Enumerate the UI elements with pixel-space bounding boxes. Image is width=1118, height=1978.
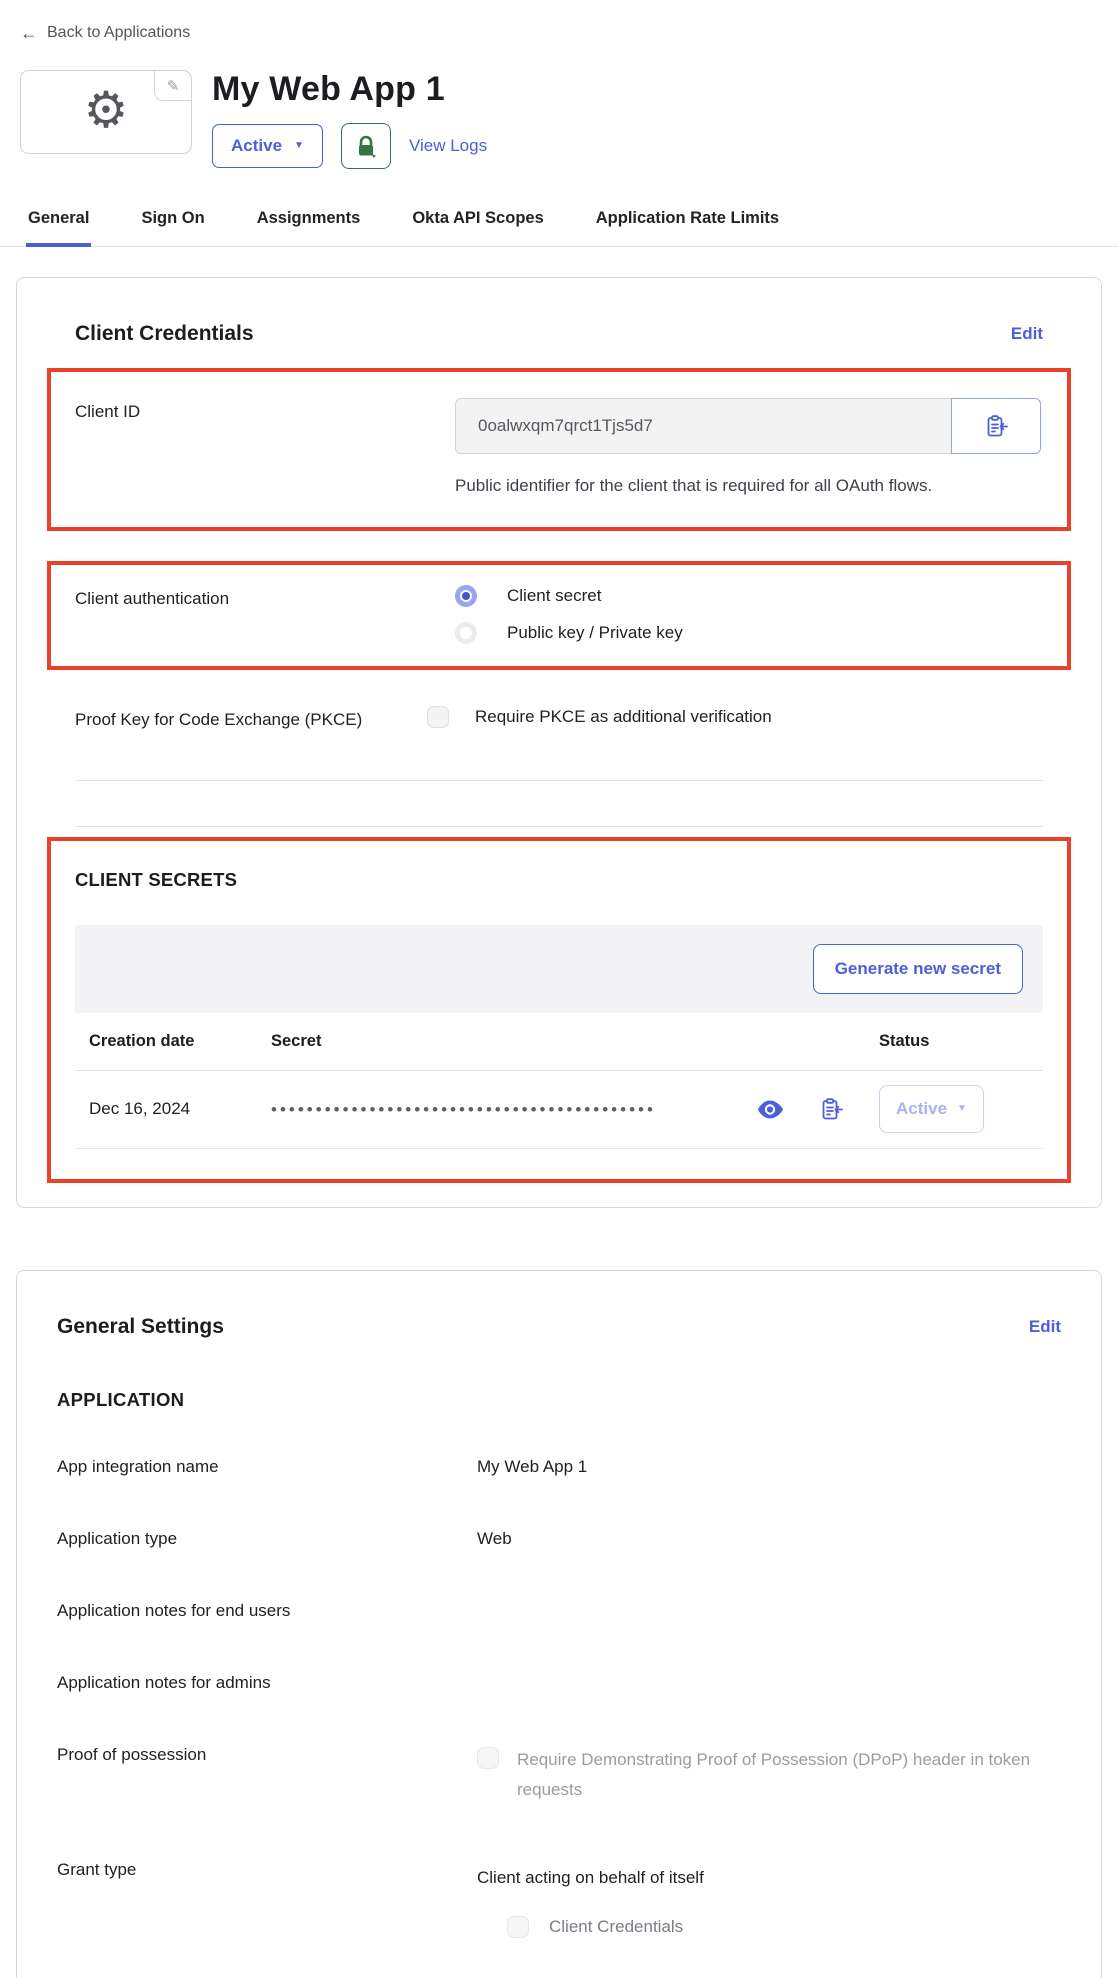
notes-end-users-label: Application notes for end users bbox=[57, 1600, 291, 1620]
pkce-option[interactable] bbox=[427, 706, 1043, 728]
tab-okta-api-scopes[interactable]: Okta API Scopes bbox=[412, 209, 544, 227]
radio-label: Client secret bbox=[507, 585, 602, 605]
client-credentials-grant-checkbox bbox=[507, 1916, 529, 1938]
divider bbox=[75, 826, 1043, 827]
tab-bar bbox=[0, 209, 1118, 247]
annotation-box-client-authentication bbox=[47, 561, 1071, 670]
general-settings-title: General Settings bbox=[57, 1314, 224, 1338]
client-authentication-label: Client authentication bbox=[75, 588, 230, 608]
view-logs-link[interactable]: View Logs bbox=[408, 136, 488, 155]
client-credentials-card bbox=[16, 277, 1102, 1208]
annotation-box-client-secrets bbox=[47, 837, 1071, 1183]
pkce-checkbox[interactable] bbox=[427, 706, 449, 728]
lock-edit-icon bbox=[355, 135, 377, 158]
tab-application-rate-limits[interactable]: Application Rate Limits bbox=[595, 209, 780, 227]
dpop-option-label: Require Demonstrating Proof of Possession (DPoP) header in token requests bbox=[517, 1749, 1031, 1799]
settings-row bbox=[57, 1457, 1061, 1477]
app-status-dropdown[interactable] bbox=[212, 124, 323, 168]
pkce-option-label: Require PKCE as additional verification bbox=[475, 706, 772, 726]
column-secret: Secret bbox=[271, 1031, 322, 1050]
edit-logo-button[interactable] bbox=[154, 70, 192, 101]
client-secrets-title: CLIENT SECRETS bbox=[75, 868, 238, 890]
dpop-option bbox=[477, 1745, 1061, 1805]
gear-icon: ⚙ bbox=[83, 82, 129, 138]
app-integration-name-label: App integration name bbox=[57, 1456, 219, 1476]
radio-option-client-secret[interactable] bbox=[455, 585, 1043, 607]
proof-of-possession-label: Proof of possession bbox=[57, 1744, 207, 1764]
settings-row bbox=[57, 1860, 1061, 1938]
divider bbox=[75, 780, 1043, 781]
edit-general-settings-link[interactable]: Edit bbox=[1028, 1316, 1061, 1336]
settings-row bbox=[57, 1673, 1061, 1693]
eye-icon bbox=[757, 1100, 783, 1119]
copy-secret-button[interactable] bbox=[819, 1097, 843, 1121]
pkce-label: Proof Key for Code Exchange (PKCE) bbox=[75, 709, 363, 729]
column-status: Status bbox=[879, 1031, 930, 1050]
secret-status-dropdown[interactable] bbox=[879, 1085, 984, 1133]
tab-assignments[interactable]: Assignments bbox=[256, 209, 361, 227]
back-link-label: Back to Applications bbox=[47, 24, 191, 41]
client-credentials-grant-label: Client Credentials bbox=[549, 1917, 684, 1937]
grant-type-label: Grant type bbox=[57, 1860, 137, 1880]
copy-client-id-button[interactable] bbox=[951, 398, 1041, 454]
annotation-box-client-id bbox=[47, 368, 1071, 531]
page-title: My Web App 1 bbox=[212, 70, 445, 108]
column-creation-date: Creation date bbox=[89, 1031, 195, 1050]
application-type-label: Application type bbox=[57, 1528, 178, 1548]
grant-type-subheading: Client acting on behalf of itself bbox=[477, 1868, 704, 1888]
admin-lock-button[interactable] bbox=[341, 123, 391, 169]
tab-sign-on[interactable]: Sign On bbox=[141, 209, 205, 227]
chevron-down-icon: ▼ bbox=[294, 140, 304, 151]
edit-client-credentials-link[interactable]: Edit bbox=[1010, 324, 1043, 343]
secret-table-row bbox=[75, 1071, 1043, 1149]
pencil-icon: ✎ bbox=[166, 77, 180, 95]
client-credentials-grant-option bbox=[477, 1916, 1061, 1938]
application-section-title: APPLICATION bbox=[57, 1388, 185, 1410]
reveal-secret-button[interactable] bbox=[757, 1100, 783, 1119]
masked-secret-value: ••••••••••••••••••••••••••••••••••••••••••• bbox=[271, 1100, 656, 1118]
notes-admins-label: Application notes for admins bbox=[57, 1672, 271, 1692]
app-status-label: Active bbox=[231, 136, 283, 155]
back-arrow-icon: ← bbox=[20, 23, 38, 43]
settings-row bbox=[57, 1745, 1061, 1805]
secret-creation-date: Dec 16, 2024 bbox=[89, 1099, 191, 1119]
clipboard-icon bbox=[984, 414, 1008, 438]
radio-option-public-private-key[interactable] bbox=[455, 622, 1043, 644]
clipboard-icon bbox=[819, 1097, 843, 1121]
app-integration-name-value: My Web App 1 bbox=[477, 1456, 588, 1476]
settings-row bbox=[57, 1601, 1061, 1621]
generate-new-secret-button[interactable]: Generate new secret bbox=[813, 944, 1023, 994]
radio-label: Public key / Private key bbox=[507, 622, 683, 642]
secrets-table-header bbox=[75, 1013, 1043, 1071]
dpop-checkbox bbox=[477, 1747, 499, 1769]
client-credentials-title: Client Credentials bbox=[75, 322, 254, 345]
app-logo bbox=[20, 70, 192, 154]
client-id-value: 0oalwxqm7qrct1Tjs5d7 bbox=[455, 398, 951, 454]
chevron-down-icon: ▼ bbox=[957, 1103, 967, 1115]
client-id-help-text: Public identifier for the client that is required for all OAuth flows. bbox=[455, 476, 933, 495]
radio-button-selected[interactable] bbox=[455, 585, 477, 607]
client-id-label: Client ID bbox=[75, 402, 141, 421]
tab-general[interactable]: General bbox=[26, 209, 91, 247]
settings-row bbox=[57, 1529, 1061, 1549]
secret-status-label: Active bbox=[896, 1099, 948, 1119]
general-settings-card bbox=[16, 1270, 1102, 1978]
secrets-toolbar bbox=[75, 925, 1043, 1013]
application-type-value: Web bbox=[477, 1528, 512, 1548]
back-to-applications-link[interactable] bbox=[20, 24, 190, 42]
radio-button-unselected[interactable] bbox=[455, 622, 477, 644]
